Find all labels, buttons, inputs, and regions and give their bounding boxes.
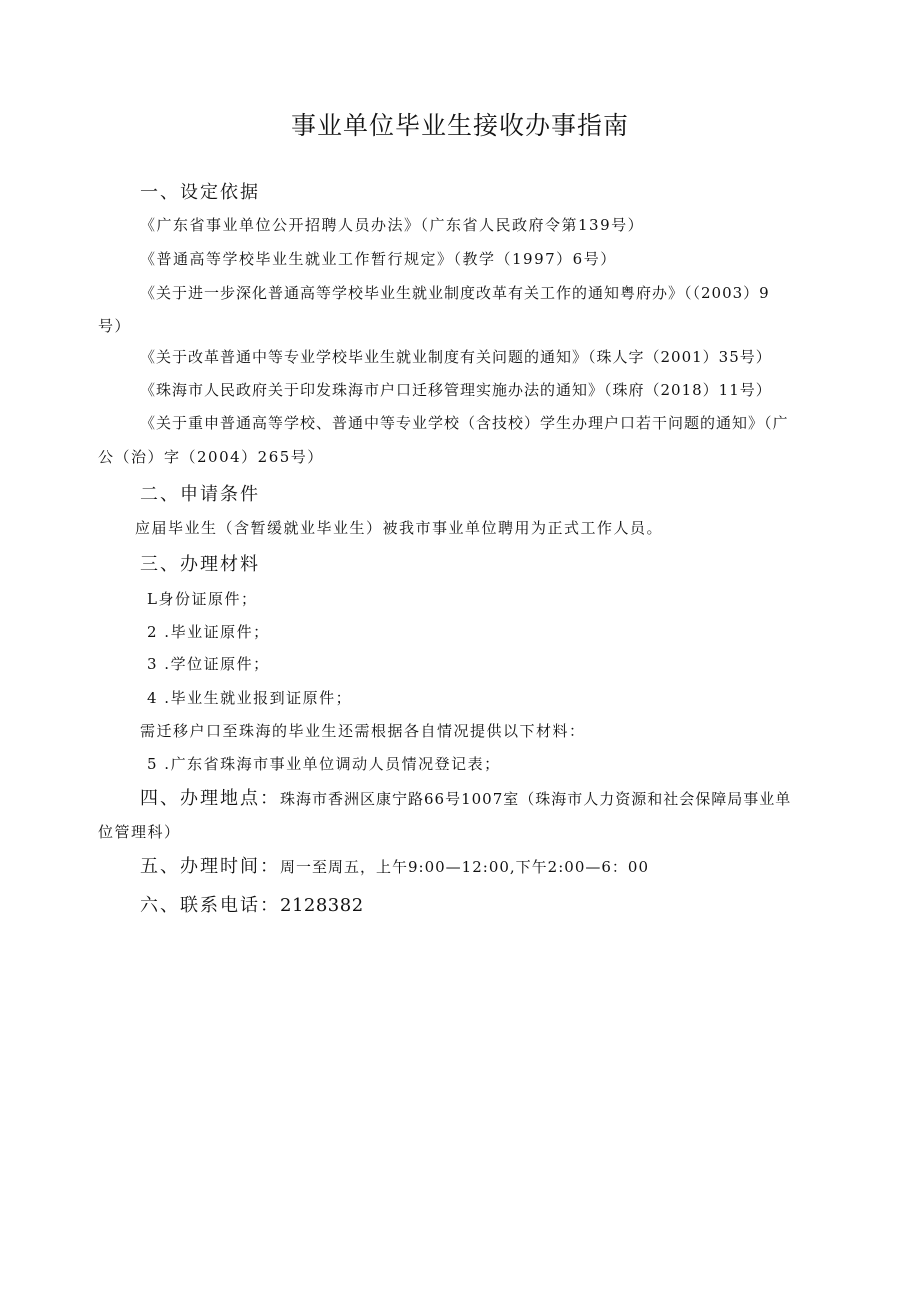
document-title: 事业单位毕业生接收办事指南 xyxy=(290,111,629,140)
section-heading-materials: 三、办理材料 xyxy=(140,554,260,575)
basis-item: 《关于进一步深化普通高等学校毕业生就业制度改革有关工作的通知粤府办》（（2003）9 xyxy=(140,284,770,302)
basis-item: 《普通高等学校毕业生就业工作暂行规定》（教学（1997）6号） xyxy=(140,250,617,268)
basis-item: 《关于重申普通高等学校、普通中等专业学校（含技校）学生办理户口若干问题的通知》（广 xyxy=(140,414,789,432)
location-line xyxy=(140,787,791,811)
materials-item: 2 .毕业证原件； xyxy=(147,623,270,641)
basis-item-continued: 号） xyxy=(98,317,132,335)
conditions-text: 应届毕业生（含暂缓就业毕业生）被我市事业单位聘用为正式工作人员。 xyxy=(135,519,664,537)
hours-line xyxy=(140,855,649,879)
section-heading-conditions: 二、申请条件 xyxy=(140,484,260,505)
section-heading-basis: 一、设定依据 xyxy=(140,182,260,203)
basis-item: 《珠海市人民政府关于印发珠海市户口迁移管理实施办法的通知》（珠府（2018）11号） xyxy=(140,381,772,399)
materials-item: 3 .学位证原件； xyxy=(147,655,270,673)
materials-extra-item: 5 .广东省珠海市事业单位调动人员情况登记表； xyxy=(147,755,501,773)
hours-value: 周一至周五，上午9:00—12:00,下午2:00—6：00 xyxy=(280,858,649,876)
location-value: 珠海市香洲区康宁路66号1007室（珠海市人力资源和社会保障局事业单 xyxy=(280,790,792,808)
basis-item: 《广东省事业单位公开招聘人员办法》（广东省人民政府令第139号） xyxy=(140,216,645,234)
hours-label: 五、办理时间： xyxy=(140,856,280,877)
basis-item-continued: 公（治）字（2004）265号） xyxy=(98,448,324,466)
basis-item: 《关于改革普通中等专业学校毕业生就业制度有关问题的通知》（珠人字（2001）35号） xyxy=(140,348,772,366)
materials-item: L身份证原件； xyxy=(147,590,258,608)
location-label: 四、办理地点： xyxy=(140,788,280,809)
contact-line xyxy=(140,894,364,918)
contact-phone: 2128382 xyxy=(280,895,364,916)
location-value-continued: 位管理科） xyxy=(98,823,181,841)
materials-extra-note: 需迁移户口至珠海的毕业生还需根据各自情况提供以下材料： xyxy=(140,722,586,740)
contact-label: 六、联系电话： xyxy=(140,895,280,916)
materials-item: 4 .毕业生就业报到证原件； xyxy=(147,689,353,707)
